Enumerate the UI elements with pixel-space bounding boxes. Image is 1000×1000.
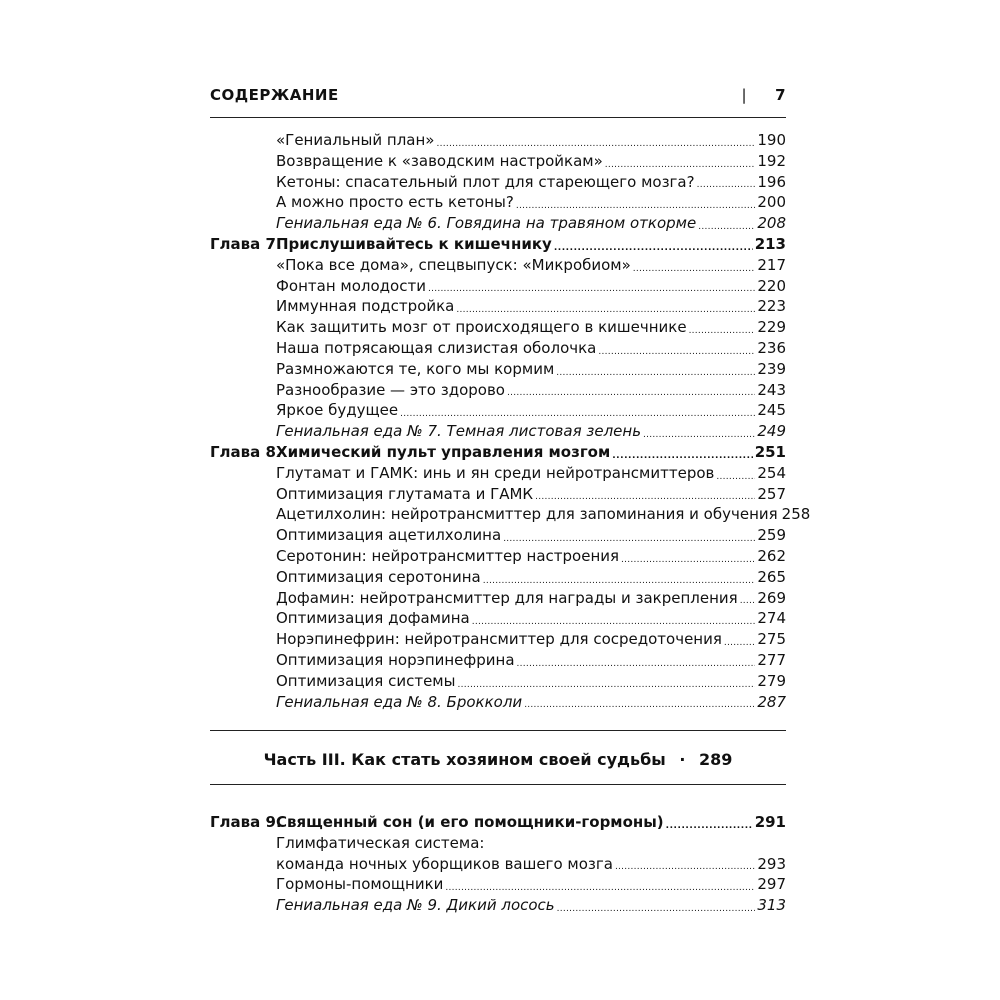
- entry-title: Фонтан молодости: [276, 276, 426, 295]
- entry-page: 313: [757, 896, 786, 915]
- dot-leader: [740, 588, 756, 609]
- entry-title: Химический пульт управления мозгом: [276, 442, 611, 461]
- dot-leader: [457, 671, 755, 692]
- dot-leader: [554, 234, 753, 255]
- entry-indent: [210, 421, 276, 442]
- entry-title: Священный сон (и его помощники-гормоны): [276, 813, 664, 831]
- entry-indent: [210, 380, 276, 401]
- toc-entry: [210, 317, 786, 338]
- dot-leader: [716, 463, 755, 484]
- entry-title: «Пока все дома», спецвыпуск: «Микробиом»: [276, 255, 631, 274]
- entry-title: Дофамин: нейротрансмиттер для награды и закрепления: [276, 588, 738, 607]
- entry-page: 279: [757, 671, 786, 690]
- page-number: 7: [775, 86, 786, 104]
- dot-leader: [556, 359, 755, 380]
- entry-indent: [210, 463, 276, 484]
- entry-title: Глутамат и ГАМК: инь и ян среди нейротрансмиттеров: [276, 463, 715, 482]
- header-title: СОДЕРЖАНИЕ: [210, 86, 339, 104]
- entry-indent: [210, 484, 276, 505]
- entry-indent: [210, 546, 276, 567]
- toc-chapter-entry: [210, 234, 786, 255]
- toc-section-part2-end: [210, 130, 811, 712]
- dot-leader: [486, 833, 784, 854]
- entry-indent: [210, 833, 276, 854]
- entry-page: 265: [757, 567, 786, 586]
- entry-indent: [210, 608, 276, 629]
- chapter-number: Глава 8.: [210, 442, 282, 461]
- entry-page: 245: [757, 401, 786, 420]
- entry-indent: [210, 671, 276, 692]
- toc-entry: [210, 629, 786, 650]
- entry-title: Оптимизация дофамина: [276, 609, 470, 628]
- entry-title: команда ночных уборщиков вашего мозга: [276, 854, 613, 873]
- dot-leader: [456, 296, 755, 317]
- toc-entry: [210, 463, 786, 484]
- dot-leader: [428, 276, 755, 297]
- entry-title: Наша потрясающая слизистая оболочка: [276, 338, 597, 357]
- entry-title: Кетоны: спасательный плот для стареющего мозга?: [276, 172, 695, 191]
- toc-genius-food-entry: [210, 213, 786, 234]
- entry-page: 257: [757, 484, 786, 503]
- entry-indent: [210, 567, 276, 588]
- entry-title: Размножаются те, кого мы кормим: [276, 359, 555, 378]
- entry-page: 236: [757, 338, 786, 357]
- chapter-number: Глава 7.: [210, 234, 282, 253]
- dot-leader: [516, 192, 755, 213]
- dot-leader: [605, 151, 756, 172]
- toc-entry: [210, 338, 786, 359]
- entry-indent: [210, 400, 276, 421]
- entry-title: Глимфатическая система:: [276, 833, 485, 852]
- entry-page: 293: [757, 854, 786, 873]
- toc-section-part3: [210, 812, 786, 916]
- toc-entry: [210, 833, 786, 854]
- entry-page: 297: [757, 875, 786, 894]
- part-rule-bottom: [210, 784, 786, 785]
- toc-genius-food-entry: [210, 421, 786, 442]
- entry-title: Прислушивайтесь к кишечнику: [276, 234, 552, 253]
- entry-indent: [210, 874, 276, 895]
- toc-page: [210, 0, 811, 1000]
- dot-leader: [724, 629, 755, 650]
- entry-page: 208: [757, 214, 786, 233]
- entry-indent: [210, 692, 276, 713]
- toc-entry: [210, 255, 786, 276]
- dot-leader: [503, 525, 755, 546]
- entry-title: Оптимизация глутамата и ГАМК: [276, 484, 534, 503]
- entry-page: 287: [757, 692, 786, 711]
- toc-entry: [210, 484, 786, 505]
- entry-indent: [210, 854, 276, 875]
- entry-page: 192: [757, 151, 786, 170]
- header-rule: [210, 117, 786, 118]
- dot-leader: [524, 692, 755, 713]
- toc-entry: [210, 359, 786, 380]
- entry-page: 291: [754, 813, 786, 831]
- dot-leader: [643, 421, 755, 442]
- entry-title: Разнообразие — это здорово: [276, 380, 505, 399]
- entry-title: Оптимизация серотонина: [276, 567, 481, 586]
- entry-title: Норэпинефрин: нейротрансмиттер для сосредоточения: [276, 630, 722, 649]
- entry-page: 196: [757, 172, 786, 191]
- toc-entry: [210, 151, 786, 172]
- entry-title: А можно просто есть кетоны?: [276, 193, 514, 212]
- dot-leader: [621, 546, 755, 567]
- entry-page: 217: [757, 255, 786, 274]
- dot-leader: [698, 213, 755, 234]
- entry-indent: [210, 338, 276, 359]
- toc-entry: [210, 130, 786, 151]
- entry-title: Как защитить мозг от происходящего в кишечнике: [276, 318, 687, 337]
- entry-page: 254: [757, 463, 786, 482]
- entry-title: Возвращение к «заводским настройкам»: [276, 151, 603, 170]
- part-heading: [210, 750, 786, 769]
- entry-page: 229: [757, 318, 786, 337]
- entry-page: 274: [757, 609, 786, 628]
- toc-entry: [210, 546, 786, 567]
- entry-page: 190: [757, 131, 786, 149]
- entry-indent: [210, 296, 276, 317]
- entry-page: 259: [757, 526, 786, 545]
- dot-leader: [689, 317, 756, 338]
- toc-genius-food-entry: [210, 692, 786, 713]
- part-dot: ·: [679, 750, 686, 769]
- entry-page: 251: [754, 442, 786, 461]
- toc-entry: [210, 854, 786, 875]
- entry-page: 249: [757, 422, 786, 441]
- entry-page: 223: [757, 297, 786, 316]
- entry-title: Оптимизация норэпинефрина: [276, 650, 515, 669]
- entry-title: Гормоны-помощники: [276, 875, 444, 894]
- entry-page: 275: [757, 630, 786, 649]
- entry-page: 200: [757, 193, 786, 212]
- part-title: Как стать хозяином своей судьбы: [351, 750, 666, 769]
- entry-indent: [210, 317, 276, 338]
- entry-indent: [210, 359, 276, 380]
- toc-entry: [210, 567, 786, 588]
- entry-indent: [210, 172, 276, 193]
- dot-leader: [436, 130, 755, 151]
- dot-leader: [598, 338, 755, 359]
- dot-leader: [472, 608, 756, 629]
- entry-title: Оптимизация ацетилхолина: [276, 526, 502, 545]
- toc-entry: [210, 400, 786, 421]
- entry-indent: [210, 276, 276, 297]
- dot-leader: [517, 650, 756, 671]
- entry-indent: [210, 629, 276, 650]
- toc-entry: [210, 192, 786, 213]
- entry-title: Гениальная еда № 8. Брокколи: [276, 692, 523, 711]
- entry-indent: [210, 650, 276, 671]
- entry-title: Оптимизация системы: [276, 671, 456, 690]
- entry-indent: [210, 588, 276, 609]
- entry-indent: [210, 130, 276, 151]
- entry-indent: [210, 525, 276, 546]
- entry-title: Иммунная подстройка: [276, 297, 455, 316]
- toc-chapter-entry: [210, 442, 786, 463]
- entry-indent: [210, 213, 276, 234]
- chapter-number: Глава 9.: [210, 813, 282, 831]
- entry-page: 262: [757, 546, 786, 565]
- entry-title: Гениальная еда № 7. Темная листовая зелень: [276, 422, 642, 441]
- toc-entry: [210, 380, 786, 401]
- entry-page: 220: [757, 276, 786, 295]
- dot-leader: [615, 854, 755, 875]
- toc-entry: [210, 650, 786, 671]
- entry-page: 243: [757, 380, 786, 399]
- entry-title: «Гениальный план»: [276, 131, 435, 149]
- dot-leader: [445, 874, 755, 895]
- dot-leader: [507, 380, 755, 401]
- part-page: 289: [698, 750, 733, 769]
- entry-title: Яркое будущее: [276, 401, 399, 420]
- part-rule-top: [210, 730, 786, 731]
- entry-page: 277: [757, 650, 786, 669]
- running-header: [210, 82, 786, 108]
- dot-leader: [400, 400, 755, 421]
- dot-leader: [633, 255, 756, 276]
- dot-leader: [557, 895, 756, 916]
- entry-title: Серотонин: нейротрансмиттер настроения: [276, 546, 620, 565]
- entry-indent: [210, 192, 276, 213]
- dot-leader: [483, 567, 756, 588]
- dot-leader: [666, 812, 753, 833]
- toc-entry: [210, 172, 786, 193]
- entry-indent: [210, 255, 276, 276]
- toc-genius-food-entry: [210, 895, 786, 916]
- toc-entry: [210, 588, 786, 609]
- entry-page: 269: [757, 588, 786, 607]
- entry-indent: [210, 895, 276, 916]
- entry-indent: [210, 504, 276, 525]
- toc-entry: [210, 276, 786, 297]
- header-separator: |: [741, 86, 748, 104]
- toc-chapter-entry: [210, 812, 786, 833]
- entry-title: Гениальная еда № 6. Говядина на травяном откорме: [276, 214, 697, 233]
- part-label: Часть III.: [263, 750, 346, 769]
- dot-leader: [535, 484, 755, 505]
- toc-entry: [210, 504, 811, 525]
- entry-indent: [210, 151, 276, 172]
- entry-title: Ацетилхолин: нейротрансмиттер для запоминания и обучения: [276, 505, 778, 524]
- toc-entry: [210, 671, 786, 692]
- toc-entry: [210, 525, 786, 546]
- dot-leader: [697, 172, 756, 193]
- toc-entry: [210, 296, 786, 317]
- entry-title: Гениальная еда № 9. Дикий лосось: [276, 896, 555, 915]
- entry-page: 213: [754, 234, 786, 253]
- entry-page: 239: [757, 359, 786, 378]
- dot-leader: [612, 442, 752, 463]
- toc-entry: [210, 608, 786, 629]
- entry-page: 258: [781, 505, 811, 524]
- toc-entry: [210, 874, 786, 895]
